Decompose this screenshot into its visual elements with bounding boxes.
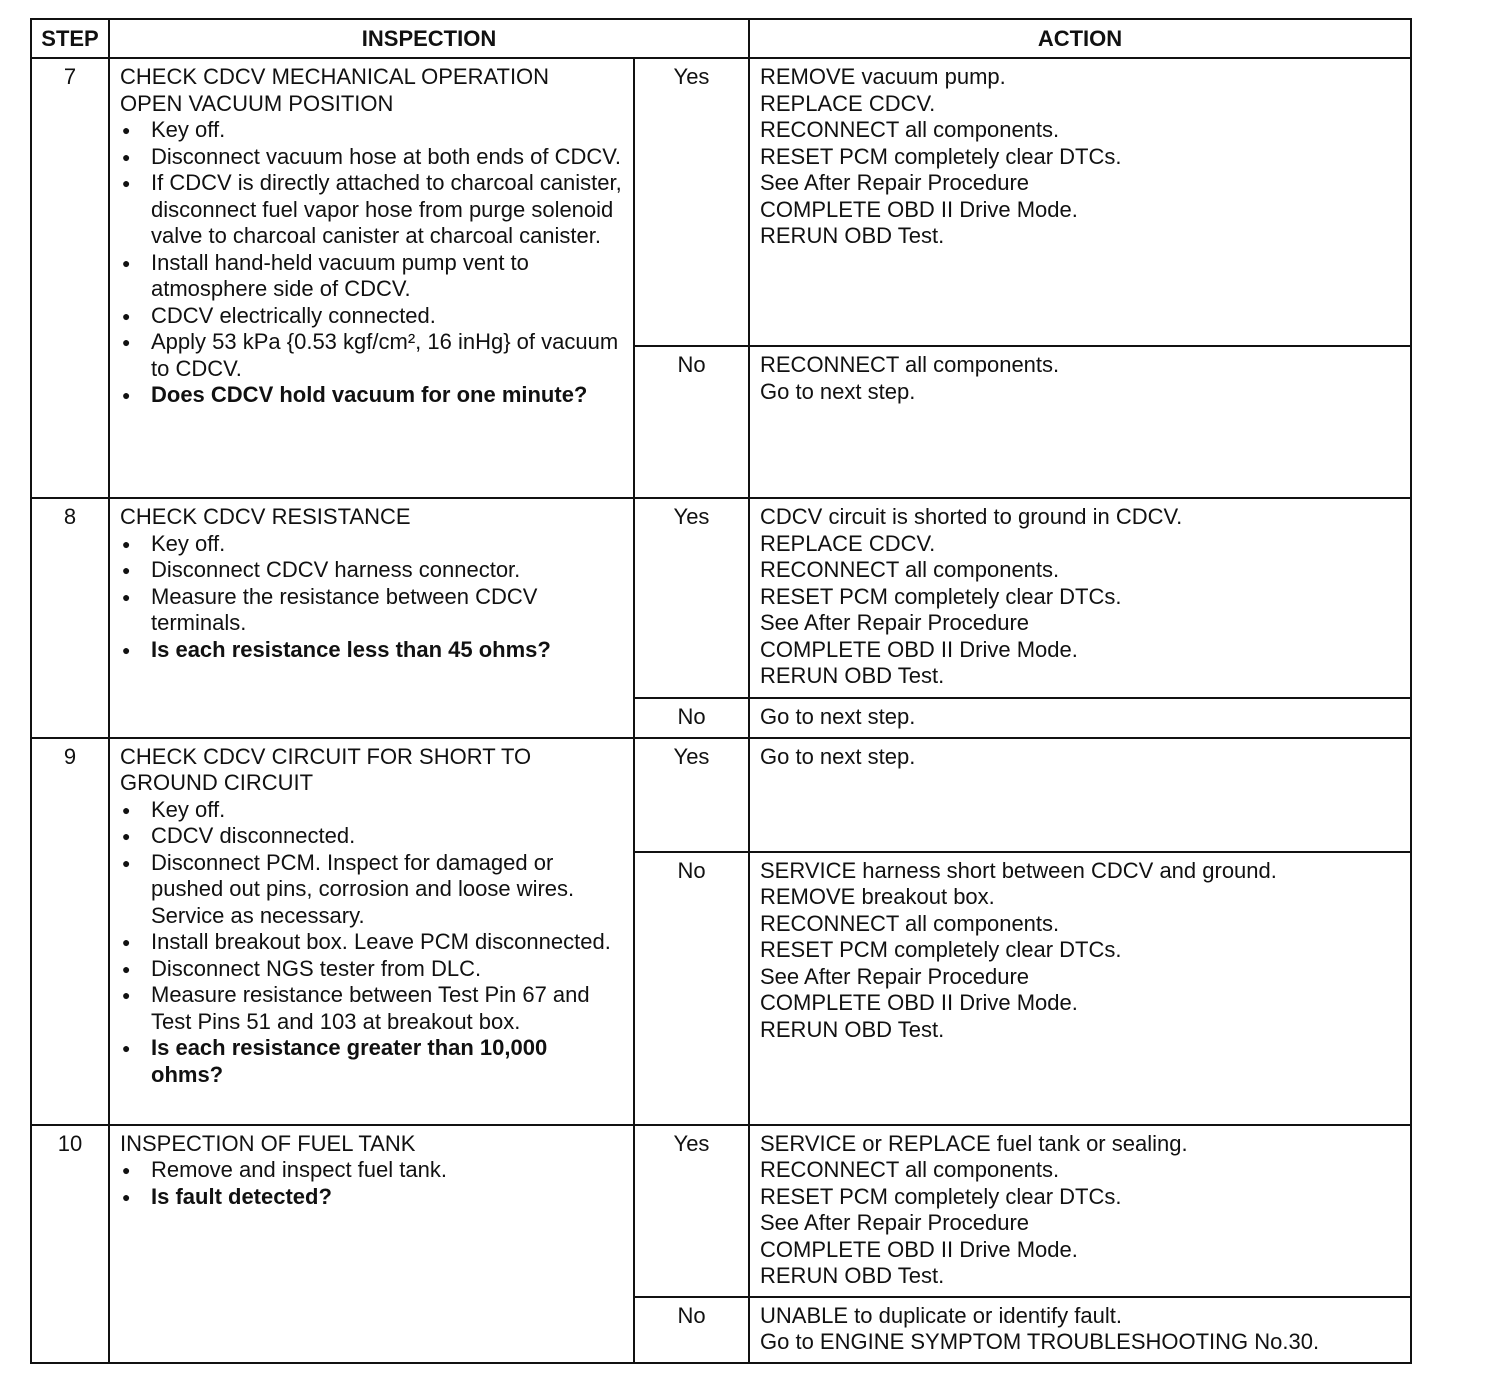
action-line: RECONNECT all components. [760,352,1060,377]
action-line: UNABLE to duplicate or identify fault. [760,1302,1122,1328]
step-row-yes [31,498,1411,698]
action-line: RERUN OBD Test. [760,1263,945,1288]
inspection-question: ● Is each resistance less than 45 ohms? [120,637,623,664]
header-inspection: INSPECTION [109,19,749,58]
no-label: No [634,698,749,738]
no-actions [749,1297,1411,1363]
action-line: RECONNECT all components. [760,910,1060,936]
troubleshooting-sheet [30,18,1410,1364]
yes-actions [749,498,1411,698]
action-line: See After Repair Procedure [760,963,1030,989]
yes-actions [749,58,1411,346]
inspection-bullet: ● Apply 53 kPa {0.53 kgf/cm², 16 inHg} of vacuum to CDCV. [120,329,623,382]
inspection-bullet: ● Install hand-held vacuum pump vent to atmosphere side of CDCV. [120,250,623,303]
action-line: RERUN OBD Test. [760,663,945,688]
action-line: Go to ENGINE SYMPTOM TROUBLESHOOTING No.30. [760,1329,1320,1354]
action-line: RESET PCM completely clear DTCs. [760,143,1122,169]
step-number: 9 [31,738,109,1125]
inspection-bullet: ● Key off. [120,117,623,144]
no-actions [749,346,1411,498]
action-line: See After Repair Procedure [760,610,1030,635]
action-line: RECONNECT all components. [760,557,1060,582]
steps-body [31,58,1411,1363]
inspection-cell [109,1125,634,1363]
inspection-title: GROUND CIRCUIT [120,770,314,795]
step-number: 7 [31,58,109,498]
yes-actions [749,1125,1411,1297]
action-line: See After Repair Procedure [760,170,1030,195]
inspection-bullet: ● Install breakout box. Leave PCM disconnected. [120,929,623,956]
yes-actions [749,738,1411,852]
inspection-bullet: ● Key off. [120,531,623,558]
action-line: SERVICE or REPLACE fuel tank or sealing. [760,1130,1188,1156]
action-line: REPLACE CDCV. [760,530,936,556]
action-line: REMOVE vacuum pump. [760,64,1006,89]
inspection-bullet: ● Disconnect PCM. Inspect for damaged or pushed out pins, corrosion and loose wires. Service as necessary. [120,850,623,930]
inspection-question: ● Is fault detected? [120,1184,623,1211]
inspection-title: CHECK CDCV MECHANICAL OPERATION [120,64,550,89]
header-step: STEP [31,19,109,58]
inspection-cell [109,58,634,498]
action-line: Go to next step. [760,378,916,404]
troubleshooting-table [30,18,1412,1364]
action-line: See After Repair Procedure [760,1210,1030,1235]
action-line: RESET PCM completely clear DTCs. [760,583,1122,609]
action-line: Go to next step. [760,704,916,729]
inspection-bullet: ● Measure resistance between Test Pin 67 and Test Pins 51 and 103 at breakout box. [120,982,623,1035]
action-line: RECONNECT all components. [760,117,1060,142]
yes-label: Yes [634,738,749,852]
action-line: RERUN OBD Test. [760,1016,945,1042]
action-line: RERUN OBD Test. [760,223,945,248]
yes-label: Yes [634,58,749,346]
inspection-bullet: ● Measure the resistance between CDCV terminals. [120,584,623,637]
inspection-title: CHECK CDCV RESISTANCE [120,504,411,529]
step-number: 10 [31,1125,109,1363]
inspection-cell [109,498,634,738]
inspection-bullet: ● CDCV disconnected. [120,823,623,850]
inspection-bullet: ● CDCV electrically connected. [120,303,623,330]
inspection-bullet: ● Disconnect NGS tester from DLC. [120,956,623,983]
no-actions [749,698,1411,738]
yes-label: Yes [634,1125,749,1297]
header-action: ACTION [749,19,1411,58]
inspection-bullet: ● Remove and inspect fuel tank. [120,1157,623,1184]
action-line: RESET PCM completely clear DTCs. [760,937,1122,962]
no-actions [749,852,1411,1125]
action-line: REMOVE breakout box. [760,884,995,909]
action-line: RESET PCM completely clear DTCs. [760,1183,1122,1209]
header-row [31,19,1411,58]
inspection-question: ● Does CDCV hold vacuum for one minute? [120,382,623,409]
inspection-cell [109,738,634,1125]
action-line: COMPLETE OBD II Drive Mode. [760,636,1078,662]
action-line: COMPLETE OBD II Drive Mode. [760,990,1078,1015]
step-number: 8 [31,498,109,738]
inspection-title: INSPECTION OF FUEL TANK [120,1130,416,1156]
inspection-bullets [120,117,623,409]
inspection-bullets [120,531,623,664]
inspection-bullet: ● Key off. [120,797,623,824]
action-line: REPLACE CDCV. [760,90,936,116]
inspection-bullet: ● Disconnect vacuum hose at both ends of CDCV. [120,144,623,171]
inspection-title: OPEN VACUUM POSITION [120,90,394,116]
action-line: Go to next step. [760,743,916,769]
inspection-bullets [120,1157,623,1210]
inspection-bullets [120,797,623,1089]
yes-label: Yes [634,498,749,698]
action-line: RECONNECT all components. [760,1157,1060,1182]
no-label: No [634,1297,749,1363]
inspection-bullet: ● If CDCV is directly attached to charcoal canister, disconnect fuel vapor hose from purge solenoid valve to charcoal canister at charcoal canister. [120,170,623,250]
action-line: SERVICE harness short between CDCV and ground. [760,857,1277,883]
inspection-bullet: ● Disconnect CDCV harness connector. [120,557,623,584]
no-label: No [634,346,749,498]
inspection-question: ● Is each resistance greater than 10,000 ohms? [120,1035,623,1088]
step-row-yes [31,58,1411,346]
action-line: CDCV circuit is shorted to ground in CDCV. [760,504,1183,529]
action-line: COMPLETE OBD II Drive Mode. [760,1236,1078,1262]
inspection-title: CHECK CDCV CIRCUIT FOR SHORT TO [120,743,532,769]
action-line: COMPLETE OBD II Drive Mode. [760,196,1078,222]
step-row-yes [31,1125,1411,1297]
step-row-yes [31,738,1411,852]
no-label: No [634,852,749,1125]
